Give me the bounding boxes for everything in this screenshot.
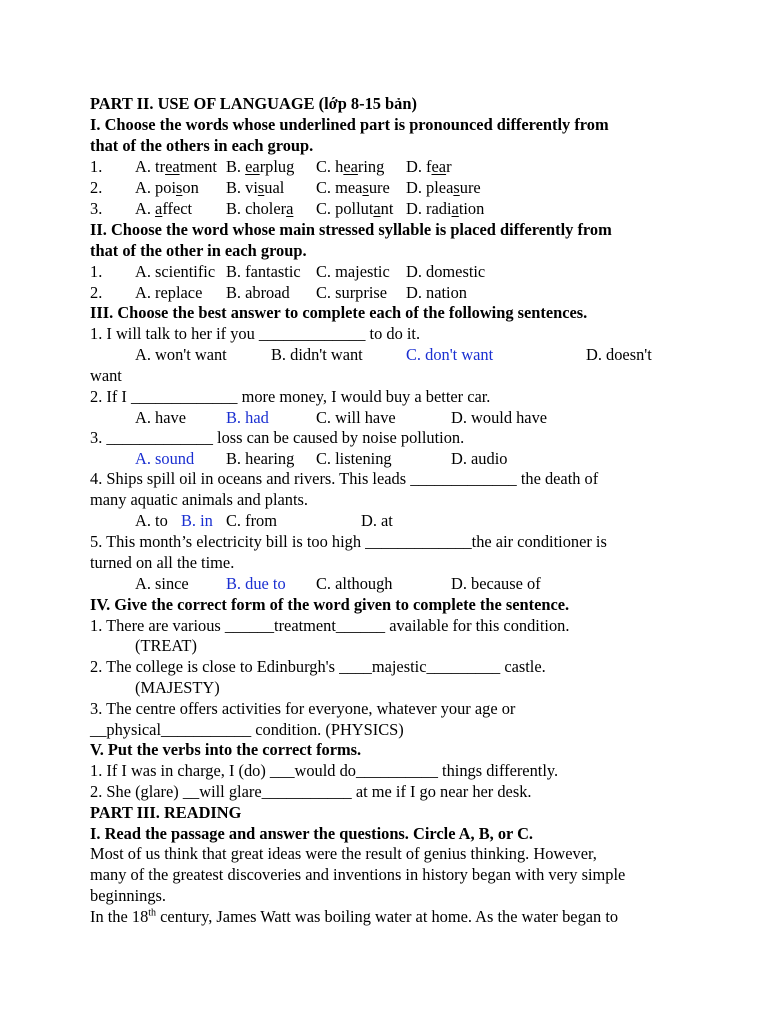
q5-option-a: A. since bbox=[135, 574, 189, 593]
sec1-heading-line2: that of the others in each group. bbox=[90, 136, 314, 155]
sec3-q5-line2: turned on all the time. bbox=[90, 553, 235, 572]
q4-option-a: A. to bbox=[135, 511, 168, 530]
passage-para1-line3: beginnings. bbox=[90, 886, 167, 905]
option-b: B. visual bbox=[226, 178, 285, 197]
q3-option-d: D. audio bbox=[451, 449, 508, 468]
q5-option-b-answer: B. due to bbox=[226, 574, 286, 593]
option-c: C. measure bbox=[316, 178, 390, 197]
q2-option-c: C. will have bbox=[316, 408, 396, 427]
q3-option-c: C. listening bbox=[316, 449, 392, 468]
option-a: A. replace bbox=[135, 283, 203, 302]
sec3-q1-text: 1. I will talk to her if you _____________ to do it. bbox=[90, 324, 421, 343]
part3-sec1-heading: I. Read the passage and answer the questions. Circle A, B, or C. bbox=[90, 824, 534, 843]
q4-option-b-answer: B. in bbox=[181, 511, 213, 530]
sec3-q2-text: 2. If I _____________ more money, I would buy a better car. bbox=[90, 387, 491, 406]
sec5-q1: 1. If I was in charge, I (do) ___would do__________ things differently. bbox=[90, 761, 559, 780]
passage-para1-line2: many of the greatest discoveries and inventions in history began with very simple bbox=[90, 865, 626, 884]
sec2-heading-line1: II. Choose the word whose main stressed syllable is placed differently from bbox=[90, 220, 612, 239]
sec5-q2: 2. She (glare) __will glare___________ at me if I go near her desk. bbox=[90, 782, 532, 801]
option-a: A. poison bbox=[135, 178, 199, 197]
row-number: 2. bbox=[90, 283, 103, 302]
q1-option-b: B. didn't want bbox=[271, 345, 363, 364]
q1-option-c-answer: C. don't want bbox=[406, 345, 494, 364]
row-number: 1. bbox=[90, 157, 103, 176]
row-number: 2. bbox=[90, 178, 103, 197]
sec5-heading: V. Put the verbs into the correct forms. bbox=[90, 740, 362, 759]
sec1-heading-line1: I. Choose the words whose underlined part is pronounced differently from bbox=[90, 115, 609, 134]
q1-option-d-wrap: want bbox=[90, 366, 122, 385]
option-c: C. pollutant bbox=[316, 199, 394, 218]
sec4-q3-line2: __physical___________ condition. (PHYSICS) bbox=[90, 720, 404, 739]
sec4-q1-line2: (TREAT) bbox=[135, 636, 197, 655]
option-d: D. fear bbox=[406, 157, 452, 176]
option-d: D. domestic bbox=[406, 262, 486, 281]
sec3-heading: III. Choose the best answer to complete each of the following sentences. bbox=[90, 303, 588, 322]
q1-option-a: A. won't want bbox=[135, 345, 227, 364]
sec4-q2-line1: 2. The college is close to Edinburgh's ____majestic_________ castle. bbox=[90, 657, 546, 676]
sec3-q4-line1: 4. Ships spill oil in oceans and rivers. This leads _____________ the death of bbox=[90, 469, 599, 488]
option-c: C. surprise bbox=[316, 283, 388, 302]
sec3-q4-line2: many aquatic animals and plants. bbox=[90, 490, 309, 509]
part3-title: PART III. READING bbox=[90, 803, 242, 822]
q4-option-c: C. from bbox=[226, 511, 277, 530]
option-d: D. nation bbox=[406, 283, 468, 302]
q1-option-d: D. doesn't bbox=[586, 345, 652, 364]
sec3-q3-text: 3. _____________ loss can be caused by noise pollution. bbox=[90, 428, 465, 447]
q2-option-a: A. have bbox=[135, 408, 186, 427]
q3-option-a-answer: A. sound bbox=[135, 449, 195, 468]
option-d: D. radiation bbox=[406, 199, 485, 218]
sec3-q5-line1: 5. This month’s electricity bill is too high _____________the air conditioner is bbox=[90, 532, 607, 551]
option-b: B. fantastic bbox=[226, 262, 301, 281]
passage-para1-line1: Most of us think that great ideas were the result of genius thinking. However, bbox=[90, 844, 597, 863]
row-number: 1. bbox=[90, 262, 103, 281]
q4-option-d: D. at bbox=[361, 511, 393, 530]
sec2-heading-line2: that of the other in each group. bbox=[90, 241, 307, 260]
option-b: B. abroad bbox=[226, 283, 290, 302]
sec4-heading: IV. Give the correct form of the word given to complete the sentence. bbox=[90, 595, 570, 614]
sec4-q1-line1: 1. There are various ______treatment______ available for this condition. bbox=[90, 616, 570, 635]
option-a: A. scientific bbox=[135, 262, 216, 281]
row-number: 3. bbox=[90, 199, 103, 218]
option-c: C. majestic bbox=[316, 262, 390, 281]
option-b: B. cholera bbox=[226, 199, 294, 218]
passage-para2-line1: In the 18th century, James Watt was boiling water at home. As the water began to bbox=[90, 907, 619, 926]
q2-option-b-answer: B. had bbox=[226, 408, 269, 427]
option-a: A. treatment bbox=[135, 157, 217, 176]
q5-option-d: D. because of bbox=[451, 574, 541, 593]
sec4-q2-line2: (MAJESTY) bbox=[135, 678, 220, 697]
q5-option-c: C. although bbox=[316, 574, 393, 593]
option-b: B. earplug bbox=[226, 157, 295, 176]
option-c: C. hearing bbox=[316, 157, 385, 176]
option-a: A. affect bbox=[135, 199, 193, 218]
sec4-q3-line1: 3. The centre offers activities for everyone, whatever your age or bbox=[90, 699, 516, 718]
option-d: D. pleasure bbox=[406, 178, 481, 197]
q3-option-b: B. hearing bbox=[226, 449, 295, 468]
q2-option-d: D. would have bbox=[451, 408, 548, 427]
part2-title: PART II. USE OF LANGUAGE (lớp 8-15 bản) bbox=[90, 94, 417, 113]
